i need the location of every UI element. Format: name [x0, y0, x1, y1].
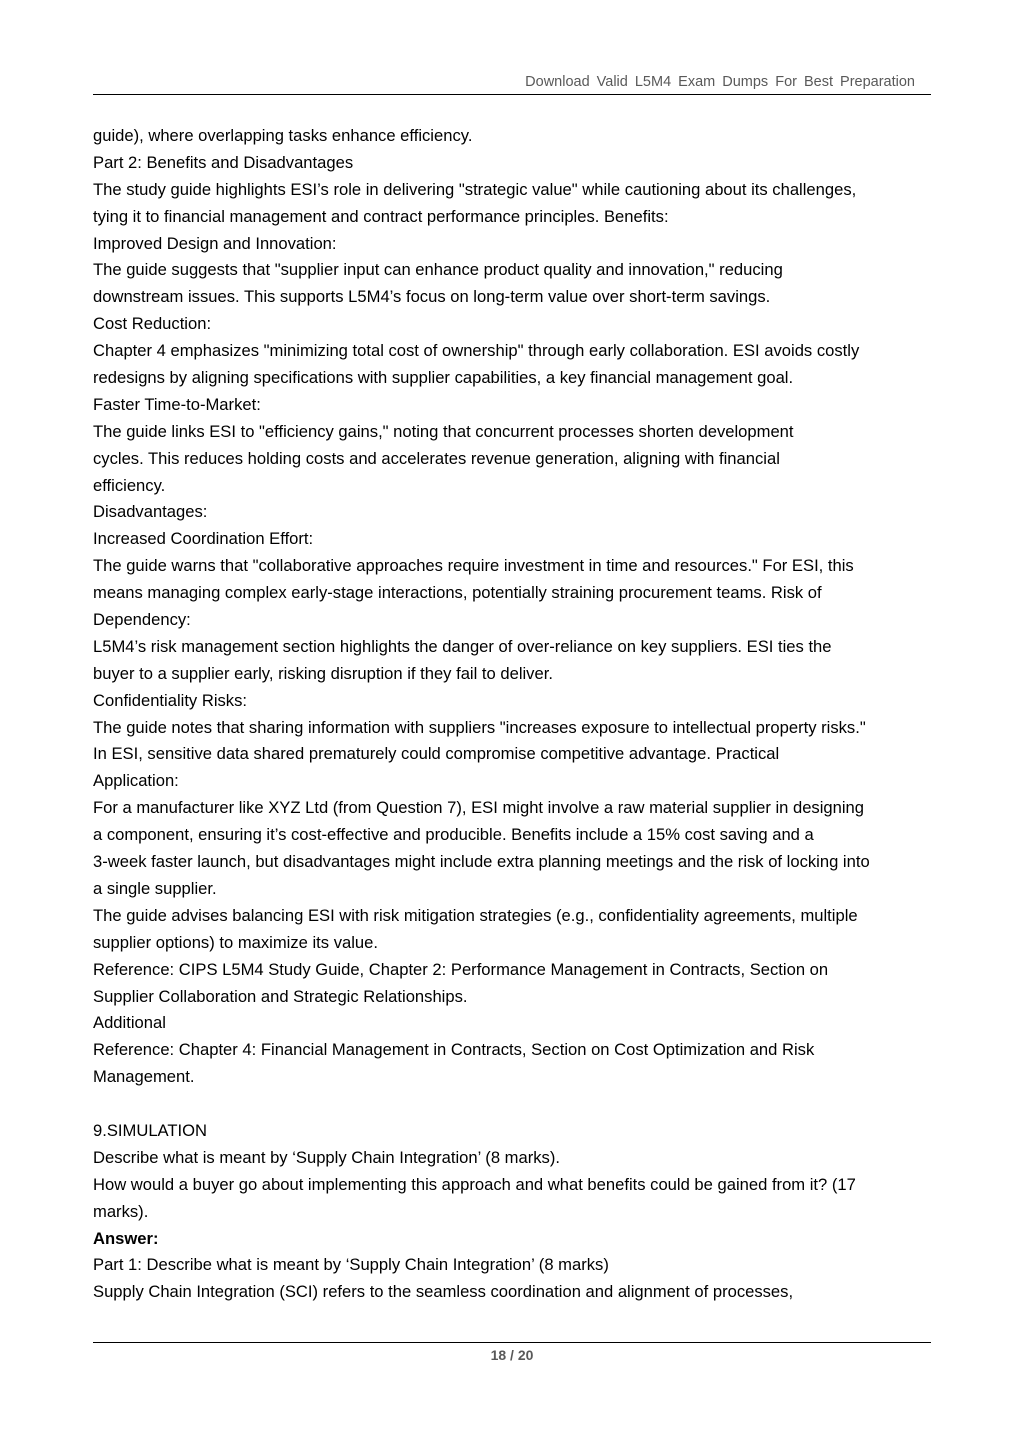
- text-line: L5M4’s risk management section highlights the danger of over-reliance on key suppliers. ESI ties the: [93, 636, 832, 656]
- text-line: 9.SIMULATION: [93, 1120, 208, 1140]
- text-line: supplier options) to maximize its value.: [93, 932, 378, 952]
- text-line: The study guide highlights ESI’s role in delivering "strategic value" while cautioning about its challenges,: [93, 179, 857, 199]
- text-line: Part 2: Benefits and Disadvantages: [93, 152, 354, 172]
- text-line: In ESI, sensitive data shared prematurely could compromise competitive advantage. Practical: [93, 744, 780, 764]
- text-line: How would a buyer go about implementing this approach and what benefits could be gained from it? (17: [93, 1174, 856, 1194]
- text-line: Chapter 4 emphasizes "minimizing total cost of ownership" through early collaboration. ESI avoids costly: [93, 341, 860, 361]
- text-line: Supply Chain Integration (SCI) refers to the seamless coordination and alignment of processes,: [93, 1282, 794, 1302]
- answer-heading: Answer:: [93, 1228, 159, 1248]
- text-line: Reference: Chapter 4: Financial Management in Contracts, Section on Cost Optimization and Risk: [93, 1040, 815, 1060]
- text-line: Management.: [93, 1067, 195, 1087]
- text-line: The guide suggests that "supplier input can enhance product quality and innovation," reducing: [93, 260, 783, 280]
- text-line: a single supplier.: [93, 878, 217, 898]
- page-number: 18 / 20: [490, 1347, 534, 1363]
- text-line: efficiency.: [93, 475, 166, 495]
- text-line: marks).: [93, 1201, 149, 1221]
- text-line: The guide advises balancing ESI with risk mitigation strategies (e.g., confidentiality agreements, multiple: [93, 905, 858, 925]
- text-line: [93, 1091, 938, 1118]
- text-line: Supplier Collaboration and Strategic Relationships.: [93, 986, 468, 1006]
- text-line: The guide warns that "collaborative approaches require investment in time and resources." For ESI, this: [93, 556, 854, 576]
- text-line: Improved Design and Innovation:: [93, 233, 337, 253]
- text-line: For a manufacturer like XYZ Ltd (from Question 7), ESI might involve a raw material supplier in designing: [93, 798, 865, 818]
- text-line: Increased Coordination Effort:: [93, 529, 314, 549]
- document-body: [93, 123, 938, 1306]
- text-line: Faster Time-to-Market:: [93, 394, 261, 414]
- text-line: Reference: CIPS L5M4 Study Guide, Chapter 2: Performance Management in Contracts, Section on: [93, 959, 829, 979]
- text-line: redesigns by aligning specifications with supplier capabilities, a key financial management goal.: [93, 368, 794, 388]
- text-line: Cost Reduction:: [93, 314, 212, 334]
- text-line: tying it to financial management and contract performance principles. Benefits:: [93, 206, 669, 226]
- text-line: Dependency:: [93, 610, 191, 630]
- text-line: Disadvantages:: [93, 502, 208, 522]
- text-line: downstream issues. This supports L5M4’s focus on long-term value over short-term savings.: [93, 287, 771, 307]
- text-line: Confidentiality Risks:: [93, 690, 248, 710]
- text-line: Describe what is meant by ‘Supply Chain Integration’ (8 marks).: [93, 1147, 560, 1167]
- text-line: cycles. This reduces holding costs and accelerates revenue generation, aligning with financial: [93, 448, 780, 468]
- page-footer: [93, 1342, 931, 1363]
- text-line: The guide notes that sharing information with suppliers "increases exposure to intellectual property risks.": [93, 717, 866, 737]
- header-title: Download Valid L5M4 Exam Dumps For Best Preparation: [525, 74, 915, 90]
- text-line: buyer to a supplier early, risking disruption if they fail to deliver.: [93, 663, 553, 683]
- page-header: [93, 72, 931, 95]
- text-line: guide), where overlapping tasks enhance efficiency.: [93, 126, 473, 145]
- text-line: Part 1: Describe what is meant by ‘Supply Chain Integration’ (8 marks): [93, 1255, 609, 1275]
- text-line: 3-week faster launch, but disadvantages might include extra planning meetings and the risk of locking into: [93, 852, 870, 872]
- text-line: Additional: [93, 1013, 166, 1033]
- text-line: means managing complex early-stage interactions, potentially straining procurement teams. Risk of: [93, 583, 822, 603]
- text-line: Application:: [93, 771, 179, 791]
- text-line: The guide links ESI to "efficiency gains," noting that concurrent processes shorten development: [93, 421, 794, 441]
- text-line: a component, ensuring it’s cost-effective and producible. Benefits include a 15% cost saving and a: [93, 825, 814, 845]
